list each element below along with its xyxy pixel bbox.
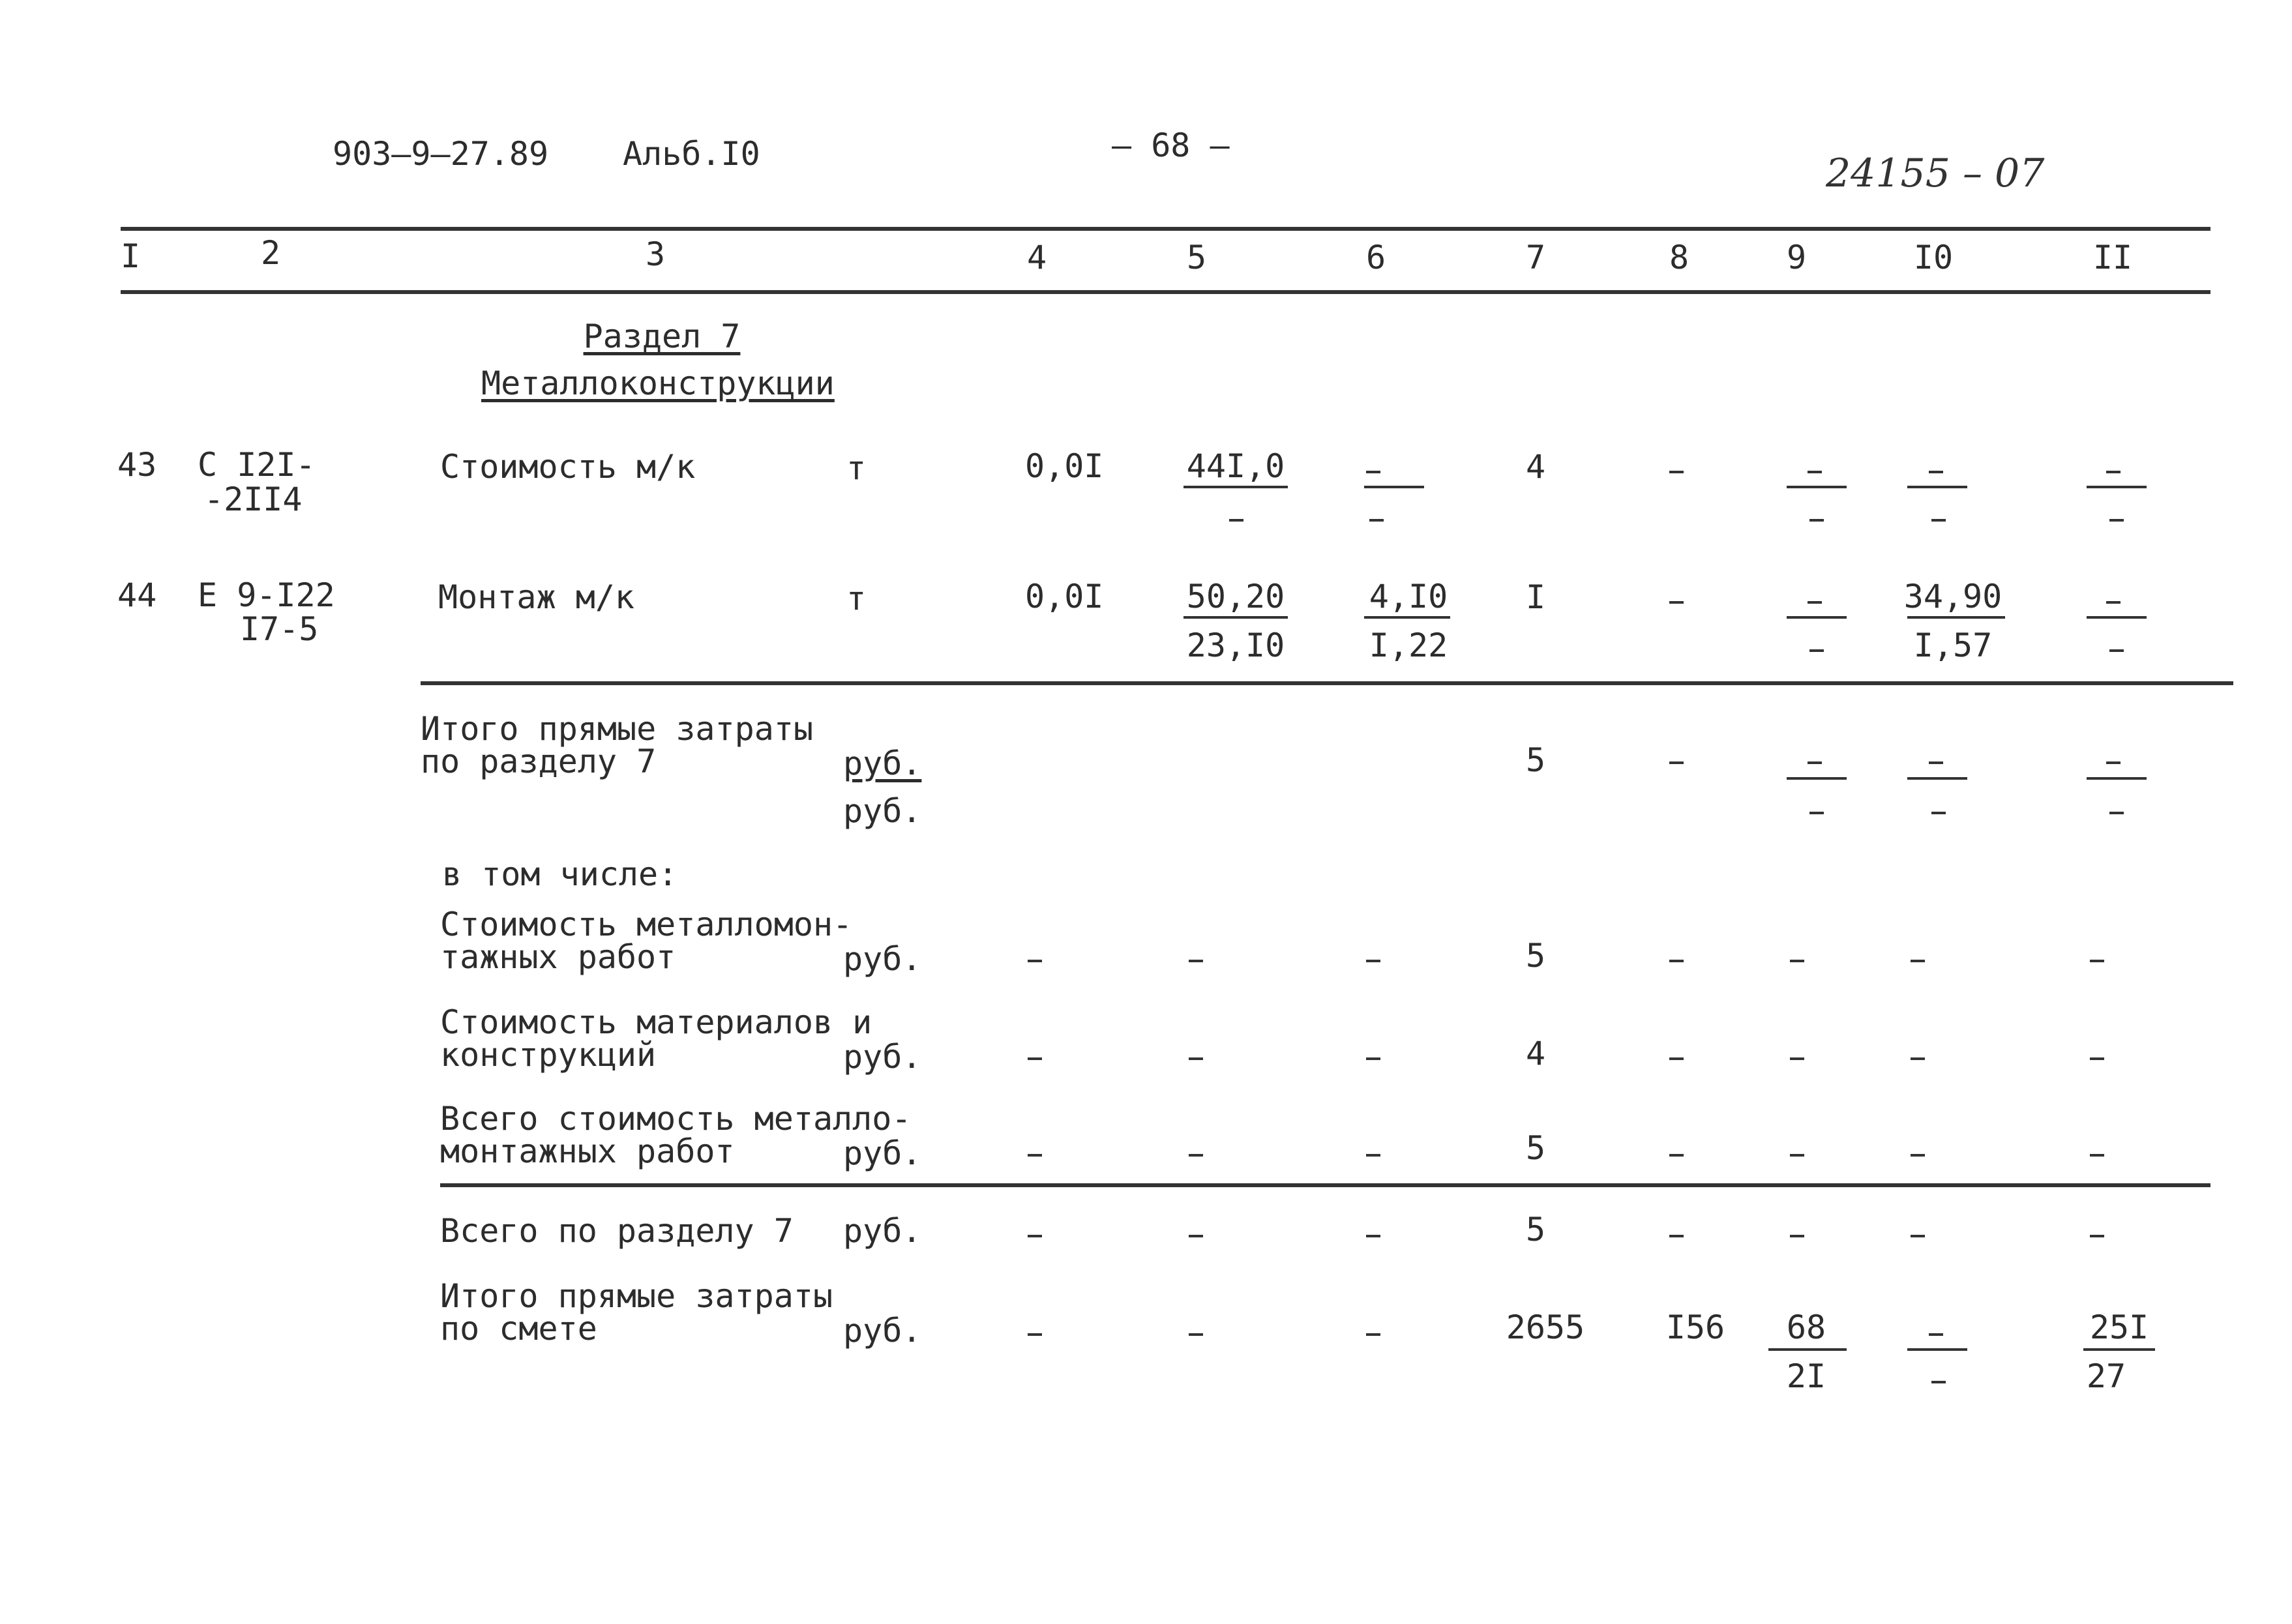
including-label: в том числе: bbox=[442, 855, 678, 893]
album-label: Альб.I0 bbox=[623, 135, 760, 173]
row-code: Е 9-I22 bbox=[198, 576, 335, 614]
column-header: II bbox=[2092, 239, 2133, 276]
row-name: Монтаж м/к bbox=[438, 578, 635, 616]
column-header: 2 bbox=[260, 234, 281, 272]
page-number: – 68 – bbox=[1112, 126, 1230, 164]
fraction-line bbox=[1364, 616, 1450, 619]
column-header: 4 bbox=[1026, 239, 1047, 276]
empty-dash bbox=[1808, 601, 1822, 604]
empty-dash bbox=[1669, 1154, 1684, 1157]
fraction-line bbox=[1787, 486, 1847, 488]
empty-dash bbox=[1028, 1057, 1042, 1060]
fraction-line bbox=[1183, 486, 1288, 488]
empty-dash bbox=[1809, 519, 1824, 522]
cell-value: I56 bbox=[1665, 1308, 1725, 1346]
subtotal-label: Всего стоимость металло- bbox=[440, 1100, 912, 1138]
fraction-line bbox=[1183, 616, 1288, 619]
fraction-line bbox=[1907, 777, 1967, 780]
empty-dash bbox=[1931, 812, 1946, 814]
cell-value: 23,I0 bbox=[1186, 627, 1285, 664]
empty-dash bbox=[2109, 519, 2124, 522]
cell-value: 5 bbox=[1525, 937, 1546, 975]
unit-label: руб. bbox=[843, 1038, 922, 1076]
estimate-total-label: Итого прямые затраты bbox=[440, 1277, 833, 1315]
column-header: I bbox=[120, 237, 141, 275]
empty-dash bbox=[1366, 471, 1380, 473]
subtotal-label: Стоимость металломон- bbox=[440, 906, 853, 943]
fraction-line bbox=[1907, 1348, 1967, 1351]
cell-value: I,57 bbox=[1913, 627, 1993, 664]
subtotal-label: Стоимость материалов и bbox=[440, 1003, 872, 1041]
subtotal-label: монтажных работ bbox=[440, 1132, 735, 1170]
empty-dash bbox=[1809, 649, 1824, 652]
empty-dash bbox=[1028, 1333, 1042, 1336]
empty-dash bbox=[1809, 812, 1824, 814]
empty-dash bbox=[2109, 812, 2124, 814]
fraction-line bbox=[1364, 486, 1424, 488]
empty-dash bbox=[1028, 960, 1042, 962]
empty-dash bbox=[2106, 471, 2121, 473]
empty-dash bbox=[1929, 471, 1943, 473]
empty-dash bbox=[1366, 1154, 1380, 1157]
document-code: 903–9–27.89 bbox=[333, 135, 549, 173]
row-code: I7-5 bbox=[240, 610, 319, 648]
subtotal-label: Итого прямые затраты bbox=[421, 710, 814, 748]
fraction-line bbox=[1787, 616, 1847, 619]
empty-dash bbox=[1669, 1235, 1684, 1237]
column-header: 7 bbox=[1525, 239, 1546, 276]
empty-dash bbox=[1189, 1333, 1203, 1336]
unit-label: руб. bbox=[843, 1212, 922, 1250]
empty-dash bbox=[1790, 1154, 1804, 1157]
row-unit: т bbox=[846, 580, 867, 617]
fraction-line bbox=[2087, 777, 2147, 780]
column-header: 8 bbox=[1669, 239, 1689, 276]
cell-value: 5 bbox=[1525, 1129, 1546, 1167]
empty-dash bbox=[1808, 761, 1822, 764]
unit-label: руб. bbox=[843, 745, 922, 782]
empty-dash bbox=[1790, 1235, 1804, 1237]
cell-value: 4 bbox=[1525, 1035, 1546, 1072]
cell-value: I bbox=[1525, 578, 1546, 616]
empty-dash bbox=[1028, 1235, 1042, 1237]
cell-value: 5 bbox=[1525, 741, 1546, 779]
empty-dash bbox=[2106, 601, 2121, 604]
section-subtitle: Металлоконструкции bbox=[481, 364, 835, 402]
empty-dash bbox=[2090, 1057, 2104, 1060]
empty-dash bbox=[1366, 1057, 1380, 1060]
cell-value: 4 bbox=[1525, 448, 1546, 486]
empty-dash bbox=[1369, 519, 1384, 522]
empty-dash bbox=[1808, 471, 1822, 473]
cell-value: 4,I0 bbox=[1369, 578, 1448, 615]
fraction-line bbox=[2087, 616, 2147, 619]
empty-dash bbox=[2090, 960, 2104, 962]
unit-label: руб. bbox=[843, 940, 922, 978]
fraction-line bbox=[2083, 1348, 2155, 1351]
empty-dash bbox=[1028, 1154, 1042, 1157]
cell-value: 5 bbox=[1525, 1211, 1546, 1248]
empty-dash bbox=[1929, 761, 1943, 764]
empty-dash bbox=[1790, 1057, 1804, 1060]
subtotal-label: конструкций bbox=[440, 1036, 657, 1074]
cell-value: 2655 bbox=[1506, 1308, 1585, 1346]
cell-value: 25I bbox=[2089, 1308, 2149, 1346]
fraction-line bbox=[1907, 486, 1967, 488]
column-header: 6 bbox=[1365, 239, 1386, 276]
unit-label: руб. bbox=[843, 792, 922, 830]
row-unit: т bbox=[846, 449, 867, 487]
row-name: Стоимость м/к bbox=[440, 448, 696, 486]
section-total-label: Всего по разделу 7 bbox=[440, 1212, 794, 1250]
fraction-line bbox=[1907, 616, 2005, 619]
column-header: 3 bbox=[645, 235, 666, 273]
row-quantity: 0,0I bbox=[1025, 447, 1104, 485]
empty-dash bbox=[1229, 519, 1243, 522]
empty-dash bbox=[1931, 1381, 1946, 1383]
cell-value: 2I bbox=[1786, 1357, 1826, 1395]
empty-dash bbox=[2106, 761, 2121, 764]
empty-dash bbox=[2109, 649, 2124, 652]
handwritten-number: 24155 – 07 bbox=[1826, 151, 2045, 196]
unit-label: руб. bbox=[843, 1312, 922, 1350]
section-title: Раздел 7 bbox=[583, 317, 741, 355]
row-code: С I2I- bbox=[198, 446, 316, 484]
empty-dash bbox=[1189, 1154, 1203, 1157]
empty-dash bbox=[1931, 519, 1946, 522]
empty-dash bbox=[1669, 1057, 1684, 1060]
empty-dash bbox=[1189, 1235, 1203, 1237]
empty-dash bbox=[1669, 960, 1684, 962]
empty-dash bbox=[1929, 1333, 1943, 1336]
empty-dash bbox=[1366, 960, 1380, 962]
empty-dash bbox=[1669, 471, 1684, 473]
column-header: 5 bbox=[1186, 239, 1207, 276]
empty-dash bbox=[1911, 1235, 1925, 1237]
rows-bottom-line bbox=[421, 681, 2233, 685]
empty-dash bbox=[2090, 1154, 2104, 1157]
fraction-line bbox=[1787, 777, 1847, 780]
cell-value: 50,20 bbox=[1186, 578, 1285, 615]
cell-value: 68 bbox=[1786, 1308, 1826, 1346]
cell-value: I,22 bbox=[1369, 627, 1448, 664]
row-number: 44 bbox=[117, 576, 157, 614]
empty-dash bbox=[1911, 1057, 1925, 1060]
column-header: 9 bbox=[1786, 239, 1807, 276]
empty-dash bbox=[1366, 1333, 1380, 1336]
column-header: I0 bbox=[1913, 239, 1954, 276]
empty-dash bbox=[1911, 960, 1925, 962]
cell-value: 34,90 bbox=[1903, 578, 2002, 615]
subtotal-label: тажных работ bbox=[440, 938, 676, 976]
estimate-total-label: по смете bbox=[440, 1310, 597, 1348]
header-bottom-line bbox=[121, 290, 2210, 294]
empty-dash bbox=[2090, 1235, 2104, 1237]
empty-dash bbox=[1366, 1235, 1380, 1237]
row-quantity: 0,0I bbox=[1025, 578, 1104, 615]
subtotal-label: по разделу 7 bbox=[421, 743, 657, 780]
fraction-line bbox=[1768, 1348, 1847, 1351]
empty-dash bbox=[1911, 1154, 1925, 1157]
unit-label: руб. bbox=[843, 1134, 922, 1172]
empty-dash bbox=[1669, 601, 1684, 604]
row-number: 43 bbox=[117, 446, 157, 484]
row-code: -2II4 bbox=[204, 480, 303, 518]
table-top-line bbox=[121, 227, 2210, 231]
empty-dash bbox=[1189, 960, 1203, 962]
fraction-line bbox=[2087, 486, 2147, 488]
empty-dash bbox=[1669, 761, 1684, 764]
cell-value: 44I,0 bbox=[1186, 447, 1285, 485]
subtotal-line bbox=[440, 1183, 2210, 1187]
empty-dash bbox=[1189, 1057, 1203, 1060]
cell-value: 27 bbox=[2086, 1357, 2126, 1395]
empty-dash bbox=[1790, 960, 1804, 962]
